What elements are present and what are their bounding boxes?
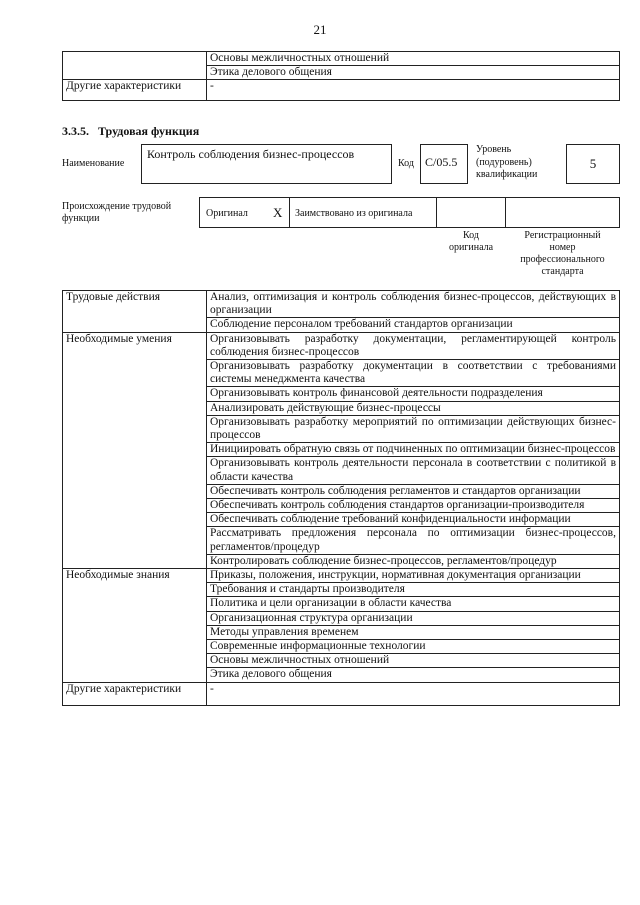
level-label-line: квалификации <box>476 169 538 180</box>
table-row <box>63 332 620 359</box>
labor-actions-label: Трудовые действия <box>63 291 207 333</box>
top-other-label: Другие характеристики <box>63 80 207 101</box>
skill-item: Анализировать действующие бизнес-процессы <box>207 401 620 415</box>
section-title: Трудовая функция <box>98 124 200 138</box>
level-label <box>476 144 537 182</box>
labor-action-item: Анализ, оптимизация и контроль соблюдения бизнес-процессов, действующих в организации <box>207 291 620 318</box>
knowledge-label: Необходимые знания <box>63 569 207 683</box>
top-table <box>62 51 620 101</box>
level-value: 5 <box>566 144 620 184</box>
skill-item: Организовывать разработку документации в соответствии с требованиями системы менеджмента качества <box>207 360 620 387</box>
knowledge-item: Этика делового общения <box>207 668 620 682</box>
section-heading <box>62 124 199 139</box>
code-label: Код <box>398 158 414 169</box>
reg-caption-line: номер <box>549 242 576 253</box>
knowledge-item: Политика и цели организации в области качества <box>207 597 620 611</box>
table-row <box>63 569 620 583</box>
skill-item: Контролировать соблюдение бизнес-процессов, регламентов/процедур <box>207 554 620 568</box>
name-label: Наименование <box>62 158 125 169</box>
main-table <box>62 290 620 706</box>
table-row <box>63 80 620 101</box>
level-label-line: (подуровень) <box>476 156 532 168</box>
table-row <box>63 52 620 66</box>
original-code-cell <box>436 197 506 228</box>
origin-label-line: функции <box>62 213 100 224</box>
knowledge-item: Требования и стандарты производителя <box>207 583 620 597</box>
reg-number-cell <box>505 197 620 228</box>
knowledge-item: Приказы, положения, инструкции, нормативная документация организации <box>207 569 620 583</box>
knowledge-item: Методы управления временем <box>207 625 620 639</box>
code-caption-line: оригинала <box>448 242 494 253</box>
reg-caption <box>505 230 620 278</box>
skill-item: Организовывать разработку документации, регламентирующей контроль соблюдения бизнес-процессов <box>207 332 620 359</box>
other-characteristics-value: - <box>207 682 620 705</box>
page-number: 21 <box>313 22 327 37</box>
skills-label: Необходимые умения <box>63 332 207 568</box>
top-other-value: - <box>207 80 620 101</box>
table-row <box>63 682 620 705</box>
borrowed-cell <box>289 197 437 228</box>
skill-item: Обеспечивать контроль соблюдения регламентов и стандартов организации <box>207 484 620 498</box>
reg-caption-line: профессионального <box>520 254 605 265</box>
top-table-cell: Основы межличностных отношений <box>207 52 620 66</box>
other-characteristics-label: Другие характеристики <box>63 682 207 705</box>
reg-caption-line: Регистрационный <box>524 230 601 241</box>
knowledge-item: Основы межличностных отношений <box>207 654 620 668</box>
skill-item: Обеспечивать соблюдение требований конфиденциальности информации <box>207 513 620 527</box>
skill-item: Организовывать контроль деятельности персонала в соответствии с политикой в области качества <box>207 457 620 484</box>
original-label: Оригинал <box>206 208 248 219</box>
labor-action-item: Соблюдение персоналом требований стандартов организации <box>207 318 620 332</box>
origin-label-line: Происхождение трудовой <box>62 201 172 212</box>
skill-item: Инициировать обратную связь от подчиненных по оптимизации бизнес-процессов <box>207 443 620 457</box>
skill-item: Обеспечивать контроль соблюдения стандартов организации-производителя <box>207 499 620 513</box>
code-caption-line: Код <box>463 230 479 241</box>
knowledge-item: Современные информационные технологии <box>207 640 620 654</box>
origin-label <box>62 201 171 225</box>
top-table-empty-cell <box>63 52 207 80</box>
skill-item: Рассматривать предложения персонала по оптимизации бизнес-процессов, регламентов/процедур <box>207 527 620 554</box>
original-cell <box>199 197 290 228</box>
code-caption <box>436 230 506 254</box>
section-number: 3.3.5. <box>62 124 89 138</box>
skill-item: Организовывать разработку мероприятий по оптимизации действующих бизнес-процессов <box>207 415 620 442</box>
name-value: Контроль соблюдения бизнес-процессов <box>141 144 392 184</box>
code-value: C/05.5 <box>420 144 468 184</box>
skill-item: Организовывать контроль финансовой деятельности подразделения <box>207 387 620 401</box>
reg-caption-line: стандарта <box>541 266 584 277</box>
borrowed-label: Заимствовано из оригинала <box>295 208 413 219</box>
knowledge-item: Организационная структура организации <box>207 611 620 625</box>
original-mark: X <box>273 205 283 220</box>
top-table-cell: Этика делового общения <box>207 66 620 80</box>
table-row <box>63 291 620 318</box>
level-label-line: Уровень <box>476 144 512 155</box>
